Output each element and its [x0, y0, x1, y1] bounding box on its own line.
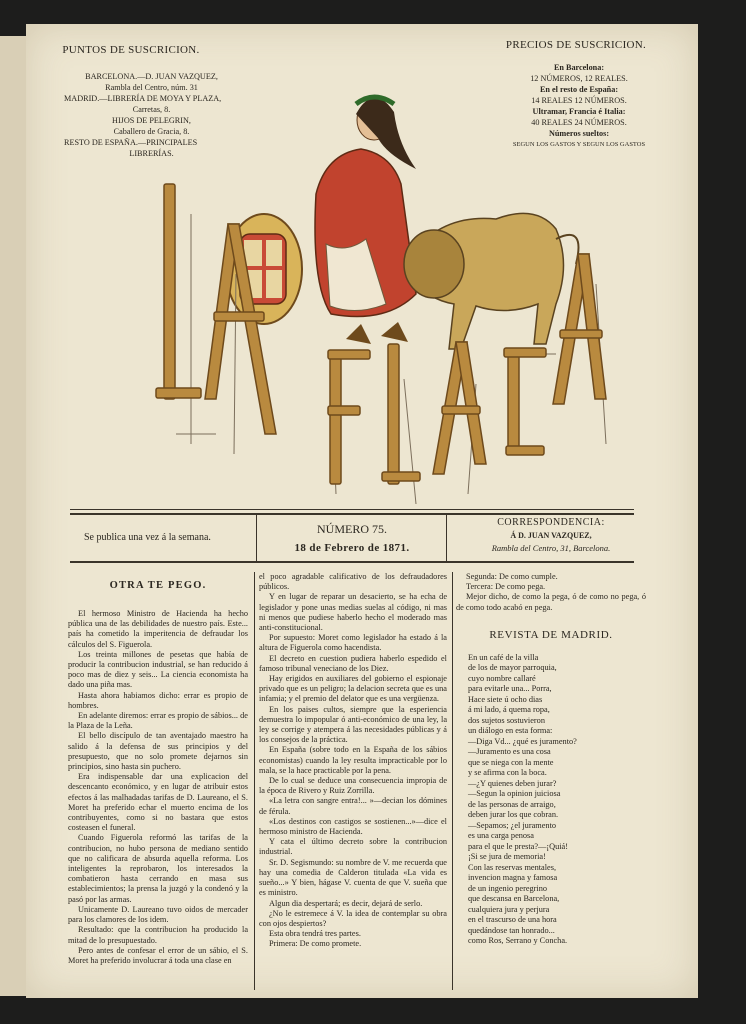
column-divider-2	[452, 572, 453, 990]
logo-letter-c-bottom	[506, 446, 544, 455]
subscription-points-list: BARCELONA.—D. JUAN VAZQUEZ, Rambla del Centro, núm. 31 MADRID.—LIBRERÍA DE MOYA Y PLAZA, Carretas, 8. HIJOS DE PELEGRIN, Caballero de Gracia, 8. RESTO DE ESPAÑA.—PRINCIPALES LIBRERÍAS.	[64, 72, 222, 158]
article-title: OTRA TE PEGO.	[109, 580, 207, 591]
logo-letter-l-stem	[164, 184, 175, 399]
correspondence-address: Rambla del Centro, 31, Barcelona.	[491, 543, 611, 553]
infobar-top-rule	[70, 509, 634, 510]
logo-letter-l2-stem	[388, 344, 399, 484]
subscription-points-title: PUNTOS DE SUSCRICION.	[62, 44, 200, 56]
article-body: El hermoso Ministro de Hacienda ha hecho pública una de las debilidades de nuestro país. Este... país ha cometido la imperitencia de defraudar los cálculos del S. Figuerola. Los treinta millones de pesetas que había de producir la contribucion industrial, se han reducido á poco mas de diez y seis... La ciencia economista ha dado una piña mas. Hasta ahora habiamos dicho: errar es propio de hombres. En adelante diremos: errar es propio de sábios... de la Plaza de la Leña. El bello discípulo de tan aventajado maestro ha salido á la defensa de sus principios y del presupuesto, que no solo promete dejarnos sin principios, sino hasta sin puchero. Era indispensable dar una explicacion del descencanto económico, y en lugar de atribuir estos efectos á las malhadadas tarifas de D. Laureano, el S. Moret ha preferido echar el muerto encima de los contribuyentes, como si no bastara que estos costeasen el funeral. Cuando Figuerola reformó las tarifas de la contribucion, no hubo persona de mediano sentido que no calificara de absurda aquella reforma. Los inteligentes la reprobaron, los interesados la combatieron hasta cerrando en masa sus establecimientos; la prensa la juzgó y la condenó y la pasó por las armas. Unicamente D. Laureano tuvo oidos de mercader para los clamores de los idem. Resultado: que la contribucion ha producido la mitad de lo presupuestado. Pero antes de confesar el error de un sábio, el S. Moret ha preferido involucrar á toda una clase en	[68, 609, 248, 965]
logo-letter-a2-right	[456, 342, 486, 464]
logo-letter-f-top	[328, 350, 370, 359]
logo-letter-a3-right	[578, 254, 606, 399]
logo-letter-a3-bar	[560, 330, 602, 338]
logo-letter-f-stem	[330, 354, 341, 484]
column-divider-1	[254, 572, 255, 990]
logo-letter-f-middle	[328, 406, 360, 415]
column-three	[456, 572, 646, 947]
newspaper-page	[26, 24, 698, 998]
infobar-divider-right	[446, 515, 447, 561]
publication-frequency: Se publica una vez á la semana.	[84, 532, 211, 543]
revista-poem: En un café de la villa de los de mayor parroquia, cuyo nombre callaré para evitarle una... Porra, Hace siete ú ocho dias á mi lado, á quema ropa, dos sujetos sostuvieron un diálogo en esta forma: —Diga Vd... ¿qué es juramento? —Juramento es una cosa que se niega con la mente y se afirma con la boca. —¿Y quienes deben jurar? —Segun la opinion juiciosa de las personas de arraigo, deben jurar los que cobran. —Sepamos; ¿el juramento es una carga penosa para el que le presta?—¡Quiá! ¡Si se jura de memoria! Con las reservas mentales, invencion magna y famosa de un ingenio peregrino que descansa en Barcelona, cualquiera jura y perjura en el trascurso de una hora quedándose tan honrado... como Ros, Serrano y Concha.	[468, 652, 577, 946]
infobar-top-rule-thick	[70, 513, 634, 515]
issue-date: 18 de Febrero de 1871.	[294, 542, 410, 554]
logo-letter-c-top	[504, 348, 546, 357]
article-ending: Segunda: De como cumple. Tercera: De como pega. Mejor dicho, de como la pega, ó de como no pega, ó de como todo acabó en pega.	[456, 572, 646, 612]
subscription-prices-title: PRECIOS DE SUSCRICION.	[505, 39, 647, 51]
logo-letter-c-stem	[508, 354, 519, 454]
logo-letter-l2-foot	[382, 472, 420, 481]
lion-figure	[404, 213, 579, 349]
infobar-bottom-rule	[70, 561, 634, 563]
logo-letter-a-bar	[214, 312, 264, 321]
masthead-illustration	[116, 54, 636, 504]
infobar-divider-left	[256, 515, 257, 561]
correspondence-name: Á D. JUAN VAZQUEZ,	[510, 531, 592, 540]
logo-letter-a2-bar	[442, 406, 480, 414]
issue-number: NÚMERO 75.	[316, 522, 387, 536]
logo-letter-l-foot	[156, 388, 201, 398]
allegorical-woman-figure	[315, 97, 416, 344]
article-continuation: el poco agradable calificativo de los defraudadores públicos. Y en lugar de reparar un desacierto, se ha echa de legislador y pone unas medias suelas al código, ni mas ni menos que pudiese haberlo hecho el moderado mas anti-constitucional. Por supuesto: Moret como legislador ha estado á la altura de Figuerola como hacendista. El decreto en cuestion pudiera haberlo espedido el famoso tribunal veneciano de los Diez. Hay erigidos en auxiliares del gobierno el espionaje privado que es un peligro; la delacion secreta que es una infamia; y el premio del delator que es una vergüenza. En los paises cultos, siempre que la esperiencia demuestra lo impopular ó anti-económico de una ley, la ley se corrige y atempera á las necesidades públicas y á los consejos de la práctica. En España (sobre todo en la España de los sábios economistas) cuando la ley resulta impracticable por lo mala, se la hace practicable por la pena. De lo cual se deduce una consecuencia impropia de la época de Rivero y Ruiz Zorrilla. «La letra con sangre entra!... »—decian los dómines de férula. «Los destinos con castigos se sostienen...»—dice el hermoso ministro de Hacienda. Y cata el último decreto sobre la contribucion industrial. Sr. D. Segismundo: su nombre de V. me recuerda que hay una comedia de Calderon titulada «La vida es sueño...» Y bien, hágase V. cuenta de que V. sueña que es ministro. Algun dia despertará; es decir, dejará de serlo. ¿No le estremece á V. la idea de contemplar su obra con ojos despiertos? Esta obra tendrá tres partes. Primera: De como promete.	[259, 572, 447, 949]
article-otra-te-pego	[68, 580, 248, 966]
revista-title: REVISTA DE MADRID.	[489, 628, 613, 641]
correspondence-title: CORRESPONDENCIA:	[497, 517, 605, 528]
subscription-prices-list: En Barcelona: 12 NÚMEROS, 12 REALES. En el resto de España: 14 REALES 12 NÚMEROS. Ultramar, Francia é Italia: 40 REALES 24 NÚMEROS. Números sueltos: SEGUN LOS GASTOS Y SEGUN LOS GASTOS	[512, 63, 646, 148]
